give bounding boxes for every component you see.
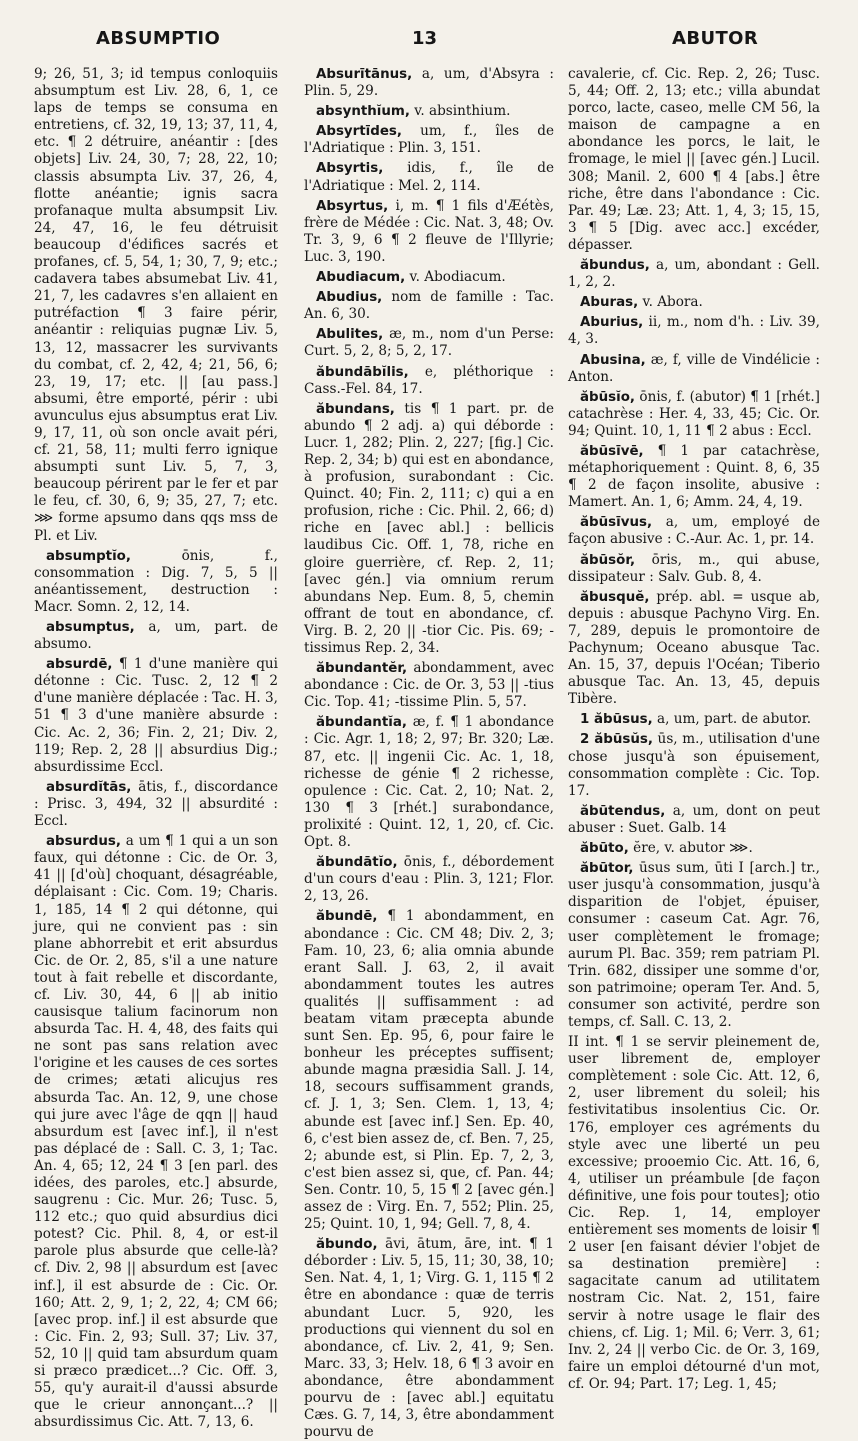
entry-headword: absurdĭtās, xyxy=(46,779,132,795)
entry-definition: a, um, employé de façon abusive : C.-Aur. Ac. 1, pr. 14. xyxy=(568,514,820,548)
dictionary-entry xyxy=(34,656,278,776)
entry-headword: absurdē, xyxy=(46,657,113,673)
entry-definition: ¶ 1 d'une manière qui détonne : Cic. Tusc. 2, 12 ¶ 2 d'une manière déplacée : Tac. H. 3, 51 ¶ 3 d'une manière absurde : Cic. Ac. 2, 36; Fin. 2, 21; Div. 2, 119; Rep. 2, 28 || absurdius Dig.; absurdissime Eccl. xyxy=(34,656,278,775)
dictionary-entry xyxy=(34,833,278,1431)
left-guide-word: ABSUMPTIO xyxy=(96,28,221,49)
dictionary-entry xyxy=(568,352,820,386)
running-header xyxy=(0,28,858,54)
entry-definition: a um ¶ 1 qui a un son faux, qui détonne : Cic. de Or. 3, 41 || [d'où] choquant, désagréable, déplaisant : Cic. Com. 19; Charis. 1, 185, 14 ¶ 2 qui détonne, qui jure, qui ne convient pas : sin plane abhorrebit et erit absurdus Cic. de Or. 2, 85, s'il a une nature tout à fait rebelle et discordante, cf. Liv. 30, 44, 6 || ab initio causisque talium facinorum non absurda Tac. H. 4, 48, des faits qui ne sont pas sans relation avec l'origine et les causes de ces sortes de crimes; ætati alicujus res absurda Tac. An. 12, 9, une chose qui jure avec l'âge de qqn || haud absurdum est [avec inf.], il n'est pas déplacé de : Sall. C. 3, 1; Tac. An. 4, 65; 12, 24 ¶ 3 [en parl. des idées, des paroles, etc.] absurde, saugrenu : Cic. Mur. 26; Tusc. 5, 112 etc.; quo quid absurdius dici potest? Cic. Phil. 8, 4, or est-il parole plus absurde que celle-là? cf. Div. 2, 98 || absurdum est [avec inf.], il est absurde de : Cic. Or. 160; Att. 2, 9, 1; 2, 22, 4; CM 66; [avec prop. inf.] il est absurde que : Cic. Fin. 2, 93; Sull. 37; Liv. 37, 52, 10 || quid tam absurdum quam si præco prædicet...? Cic. Off. 3, 55, qu'y aurait-il d'aussi absurde que le crieur annonçant...? || absurdissimus Cic. Att. 7, 13, 6. xyxy=(34,833,278,1431)
entry-definition: æ, f. ¶ 1 abondance : Cic. Agr. 1, 18; 2, 97; Br. 320; Læ. 87, etc. || ingenii Cic. Ac. 1, 18, richesse de génie ¶ 2 richesse, opulence : Cic. Cat. 2, 10; Nat. 2, 130 ¶ 3 [rhét.] surabondance, prolixité : Quint. 12, 1, 20, cf. Cic. Opt. 8. xyxy=(304,714,554,851)
dictionary-entry xyxy=(568,514,820,548)
entry-headword: ăbūsīvus, xyxy=(580,515,653,531)
entry-definition: prép. abl. = usque ab, depuis : abusque Pachyno Virg. En. 7, 289, depuis le promontoire de Pachynum; Oceano abusque Tac. An. 15, 37, depuis l'Océan; Tiberio abusque Tac. An. 13, 45, depuis Tibère. xyxy=(568,588,820,708)
dictionary-entry xyxy=(304,401,554,657)
entry-headword: ăbundantĭa, xyxy=(316,715,407,731)
entry-definition: ¶ 1 par catachrèse, métaphoriquement : Quint. 8, 6, 35 ¶ 2 de façon insolite, abusive : Mamert. An. 1, 6; Amm. 24, 4, 19. xyxy=(568,442,820,511)
dictionary-entry xyxy=(568,389,820,440)
entry-definition: ōnis, f. (abutor) ¶ 1 [rhét.] catachrèse : Her. 4, 33, 45; Cic. Or. 94; Quint. 10, 1, 11 ¶ 2 abus : Eccl. xyxy=(568,388,820,439)
dictionary-entry xyxy=(568,66,820,254)
entry-definition: āvi, ātum, āre, int. ¶ 1 déborder : Liv. 5, 15, 11; 30, 38, 10; Sen. Nat. 4, 1, 1; Virg. G. 1, 115 ¶ 2 être en abondance : quæ de terris abundant Lucr. 5, 920, les productions qui viennent du sol en abondance, cf. Liv. 2, 41, 9; Sen. Marc. 33, 3; Helv. 18, 6 ¶ 3 avoir en abondance, être abondamment pourvu de : [avec abl.] equitatu Cæs. G. 7, 14, 3, être abondamment pourvu de xyxy=(304,1236,554,1441)
entry-headword: ăbundē, xyxy=(316,909,378,925)
entry-headword: absumptus, xyxy=(46,620,135,635)
entry-headword: ăbūtor, xyxy=(580,861,634,877)
entry-definition: abondamment, avec abondance : Cic. de Or. 3, 53 || -tius Cic. Top. 41; -tissime Plin. 5, 57. xyxy=(304,660,554,711)
entry-headword: 1 ăbūsus, xyxy=(580,712,653,728)
entry-definition: æ, m., nom d'un Perse: Curt. 5, 2, 8; 5, 2, 17. xyxy=(304,326,554,360)
entry-definition: ii, m., nom d'h. : Liv. 39, 4, 3. xyxy=(568,314,820,348)
entry-headword: Aburius, xyxy=(580,315,644,331)
entry-definition: ōnis, f., consommation : Dig. 7, 5, 5 || anéantissement, destruction : Macr. Somn. 2, 12, 14. xyxy=(34,547,278,615)
entry-headword: ăbūto, xyxy=(580,841,629,857)
entry-definition: ĕre, v. abutor ⋙. xyxy=(628,840,753,857)
entry-headword: absumptĭo, xyxy=(46,548,131,564)
entry-definition: æ, f, ville de Vindélicie : Anton. xyxy=(568,351,820,385)
entry-definition: idis, f., île de l'Adriatique : Mel. 2, 114. xyxy=(304,160,554,194)
entry-headword: ăbūtendus, xyxy=(580,803,666,819)
page-number: 13 xyxy=(412,28,438,49)
dictionary-entry xyxy=(304,103,554,120)
entry-headword: Aburas, xyxy=(580,295,639,311)
entry-definition: a, um, dont on peut abuser : Suet. Galb. 14 xyxy=(568,802,820,836)
dictionary-entry xyxy=(568,443,820,511)
dictionary-entry xyxy=(568,803,820,837)
entry-headword: ăbundātĭo, xyxy=(316,855,398,871)
entry-definition: a, um, part. de absumo. xyxy=(34,619,278,653)
entry-definition: e, pléthorique : Cass.-Fel. 84, 17. xyxy=(304,363,554,397)
entry-headword: ăbūsŏr, xyxy=(580,552,636,568)
dictionary-entry xyxy=(568,589,820,709)
right-guide-word: ABUTOR xyxy=(672,28,759,49)
dictionary-entry xyxy=(304,1236,554,1441)
entry-headword: ăbūsĭo, xyxy=(580,389,636,405)
entry-headword: Abusina, xyxy=(580,352,646,368)
entry-definition: ōris, m., qui abuse, dissipateur : Salv. Gub. 8, 4. xyxy=(568,551,820,585)
dictionary-entry xyxy=(304,908,554,1233)
dictionary-entry xyxy=(304,289,554,323)
dictionary-entry xyxy=(304,326,554,360)
entry-definition: i, m. ¶ 1 fils d'Æétès, frère de Médée : Cic. Nat. 3, 48; Ov. Tr. 3, 9, 6 ¶ 2 fleuve de l'Illyrie; Luc. 3, 190. xyxy=(304,197,554,265)
dictionary-entry xyxy=(568,1034,820,1393)
entry-headword: ăbusquĕ, xyxy=(580,589,650,605)
entry-headword: Absurītānus, xyxy=(316,67,413,82)
dictionary-entry xyxy=(304,364,554,398)
dictionary-entry xyxy=(304,160,554,194)
entry-definition: v. Abodiacum. xyxy=(405,269,506,286)
dictionary-entry xyxy=(568,314,820,348)
entry-definition: cavalerie, cf. Cic. Rep. 2, 26; Tusc. 5, 44; Off. 2, 13; etc.; villa abundat porco, lacte, caseo, melle CM 56, la maison de campagne a en abondance les porcs, le lait, le fromage, le miel || [avec gén.] Lucil. 308; Manil. 2, 600 ¶ 4 [abs.] être riche, être dans l'abondance : Cic. Par. 49; Læ. 23; Att. 1, 4, 3; 15, 15, 3 ¶ 5 [Dig. avec acc.] excéder, dépasser. xyxy=(568,66,820,253)
dictionary-entry xyxy=(568,294,820,311)
entry-definition: tis ¶ 1 part. pr. de abundo ¶ 2 adj. a) qui déborde : Lucr. 1, 282; Plin. 2, 227; [fig.] Cic. Rep. 2, 34; b) qui est en abondance, à profusion, surabondant : Cic. Quinct. 40; Fin. 2, 111; c) qui a en profusion, riche : Cic. Phil. 2, 66; d) riche en [avec abl.] : bellicis laudibus Cic. Off. 1, 78, riche en gloire guerrière, cf. Rep. 2, 11; [avec gén.] via omnium rerum abundans Nep. Eum. 8, 5, chemin offrant de tout en abondance, cf. Virg. B. 2, 20 || -tior Cic. Pis. 69; -tissimus Rep. 2, 34. xyxy=(304,400,554,656)
dictionary-entry xyxy=(304,854,554,905)
entry-definition: II int. ¶ 1 se servir pleinement de, user librement de, employer complètement : sole Cic. Att. 12, 6, 2, user librement du soleil; his festivitatibus insolentius Cic. Or. 176, employer ces agréments du style avec une liberté un peu excessive; prooemio Cic. Att. 16, 6, 4, utiliser un préambule [de façon définitive, une fois pour toutes]; otio Cic. Rep. 1, 14, employer entièrement ses moments de loisir ¶ 2 user [en faisant dévier l'objet de sa destination première] : sagacitate canum ad utilitatem nostram Cic. Nat. 2, 151, faire servir à notre usage le flair des chiens, cf. Lig. 1; Mil. 6; Verr. 3, 61; Inv. 2, 24 || verbo Cic. de Or. 3, 169, faire un emploi détourné d'un mot, cf. Or. 94; Part. 17; Leg. 1, 45; xyxy=(568,1034,820,1392)
entry-headword: absynthĭum, xyxy=(316,104,410,120)
dictionary-entry xyxy=(304,123,554,157)
entry-definition: nom de famille : Tac. An. 6, 30. xyxy=(304,289,554,323)
entry-headword: Absyrtis, xyxy=(316,161,384,177)
column-left xyxy=(34,66,278,1431)
entry-headword: ăbundābĭlis, xyxy=(316,364,409,380)
column-middle xyxy=(304,66,554,1441)
dictionary-entry xyxy=(34,779,278,830)
entry-definition: v. absinthium. xyxy=(409,103,511,120)
entry-headword: ăbundo, xyxy=(316,1237,378,1253)
entry-headword: ăbūsīvē, xyxy=(580,443,644,459)
entry-definition: 9; 26, 51, 3; id tempus conloquiis absumptum est Liv. 28, 6, 1, ce laps de temps se consuma en entretiens, cf. 32, 19, 13; 37, 11, 4, etc. ¶ 2 détruire, anéantir : [des objets] Liv. 24, 30, 7; 28, 22, 10; classis absumpta Liv. 37, 26, 4, flotte anéantie; ignis sacra profanaque multa absumpsit Liv. 24, 47, 16, le feu détruisit beaucoup d'édifices sacrés et profanes, cf. 5, 54, 1; 30, 7, 9; etc.; cadavera tabes absumebat Liv. 41, 21, 7, les cadavres s'en allaient en putréfaction ¶ 3 faire périr, anéantir : reliquias pugnæ Liv. 5, 13, 12, massacrer les survivants du combat, cf. 2, 42, 4; 21, 56, 6; 23, 19, 17; etc. || [au pass.] absumi, être emporté, périr : ubi avunculus ejus absumptus erat Liv. 9, 17, 11, où son oncle avait péri, cf. 21, 58, 11; multi ferro ignique absumpti sunt Liv. 5, 7, 3, beaucoup périrent par le fer et par le feu, cf. 30, 6, 9; 35, 27, 7; etc. ⋙ forme apsumo dans qqs mss de Pl. et Liv. xyxy=(34,66,278,544)
entry-definition: a, um, d'Absyra : Plin. 5, 29. xyxy=(304,66,554,100)
entry-headword: Abudius, xyxy=(316,290,383,306)
entry-headword: Abulites, xyxy=(316,327,384,343)
dictionary-entry xyxy=(568,711,820,728)
entry-headword: Absyrtus, xyxy=(316,198,389,214)
dictionary-entry xyxy=(304,66,554,100)
dictionary-entry xyxy=(568,257,820,291)
entry-headword: absurdus, xyxy=(46,834,121,850)
entry-definition: ūsus sum, ūti I [arch.] tr., user jusqu'à consommation, jusqu'à disparition de l'objet, épuiser, consumer : caseum Cat. Agr. 76, user complètement le fromage; aurum Pl. Bac. 359; rem patriam Pl. Trin. 682, dissiper une somme d'or, son patrimoine; operam Ter. And. 5, consumer son activité, perdre son temps, cf. Sall. C. 13, 2. xyxy=(568,860,820,1030)
dictionary-entry xyxy=(568,840,820,857)
dictionary-entry xyxy=(34,619,278,653)
dictionary-entry xyxy=(304,198,554,266)
dictionary-entry xyxy=(568,860,820,1031)
dictionary-entry xyxy=(304,660,554,711)
column-right xyxy=(568,66,820,1392)
entry-headword: ăbundans, xyxy=(316,401,395,417)
entry-headword: Abudiacum, xyxy=(316,270,406,286)
dictionary-entry xyxy=(34,66,278,545)
dictionary-entry xyxy=(304,269,554,286)
entry-headword: ăbundantĕr, xyxy=(316,661,408,677)
entry-definition: ¶ 1 abondamment, en abondance : Cic. CM 48; Div. 2, 3; Fam. 10, 23, 6; alia omnia abunde erant Sall. J. 63, 2, il avait abondamment toutes les autres qualités || suffisamment : ad beatam vitam præcepta abunde sunt Sen. Ep. 95, 6, pour faire le bonheur les préceptes suffisent; abunde magna præsidia Sall. J. 14, 18, secours suffisamment grands, cf. J. 1, 3; Sen. Clem. 1, 13, 4; abunde est [avec inf.] Sen. Ep. 40, 6, c'est bien assez de, cf. Ben. 7, 25, 2; abunde est, si Plin. Ep. 7, 2, 3, c'est bien assez si, que, cf. Pan. 44; Sen. Contr. 10, 5, 15 ¶ 2 [avec gén.] assez de : Virg. En. 7, 552; Plin. 25, 25; Quint. 10, 1, 94; Gell. 7, 8, 4. xyxy=(304,908,554,1233)
entry-definition: a, um, part. de abutor. xyxy=(652,711,812,728)
entry-definition: ōnis, f., débordement d'un cours d'eau : Plin. 3, 121; Flor. 2, 13, 26. xyxy=(304,854,554,905)
entry-definition: um, f., îles de l'Adriatique : Plin. 3, 151. xyxy=(304,123,554,157)
dictionary-entry xyxy=(568,552,820,586)
entry-definition: a, um, abondant : Gell. 1, 2, 2. xyxy=(568,257,820,291)
entry-definition: v. Abora. xyxy=(638,294,703,311)
entry-headword: Absyrtīdes, xyxy=(316,124,402,140)
entry-headword: ăbundus, xyxy=(580,258,650,274)
dictionary-entry xyxy=(304,714,554,851)
entry-definition: ātis, f., discordance : Prisc. 3, 494, 32 || absurdité : Eccl. xyxy=(34,778,278,830)
entry-headword: 2 ăbūsŭs, xyxy=(580,732,653,748)
dictionary-entry xyxy=(568,731,820,799)
entry-definition: ūs, m., utilisation d'une chose jusqu'à son épuisement, consommation complète : Cic. Top. 17. xyxy=(568,731,820,799)
dictionary-entry xyxy=(34,548,278,616)
